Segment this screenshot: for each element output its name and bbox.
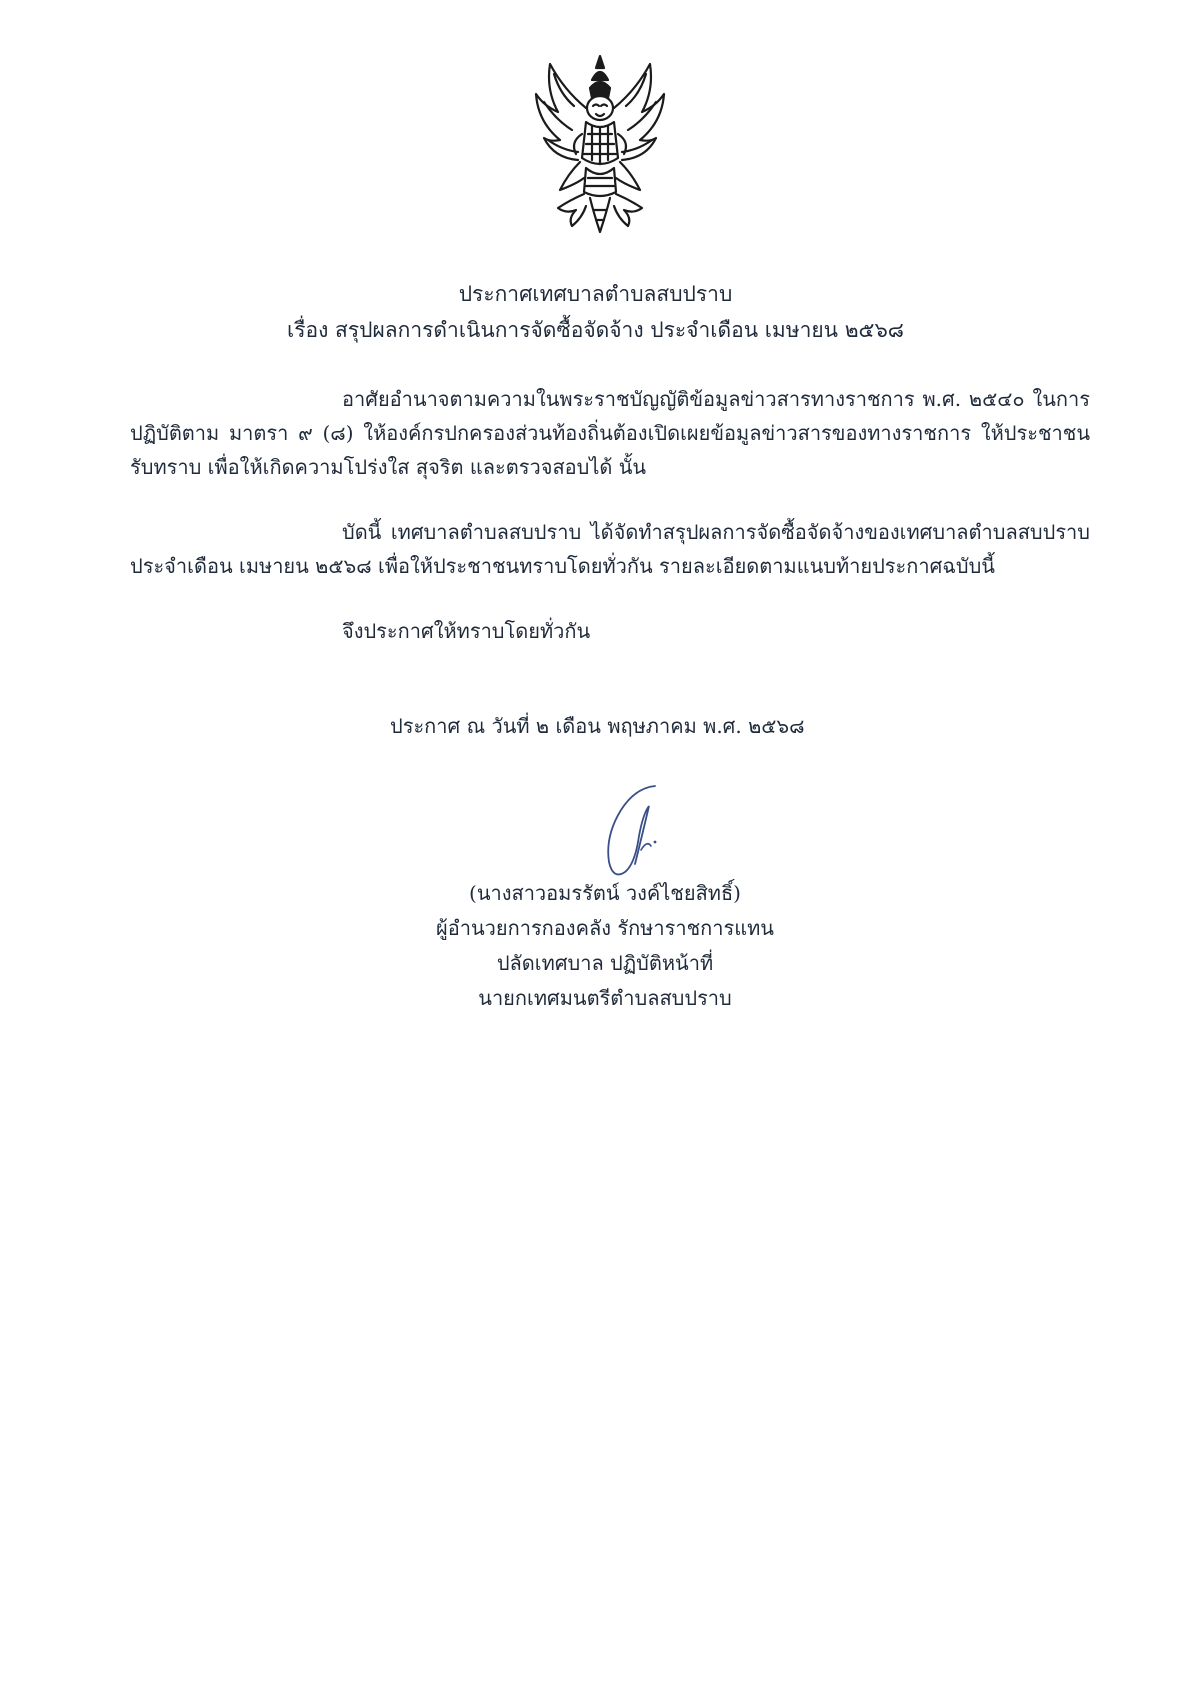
paragraph-line: บัดนี้ เทศบาลตำบลสบปราบ ได้จัดทำสรุปผลการจัดซื้อจัดจ้างของเทศบาลตำบลสบปราบ	[342, 520, 1090, 544]
announcement-date: ประกาศ ณ วันที่ ๒ เดือน พฤษภาคม พ.ศ. ๒๕๖๘	[390, 714, 805, 738]
paragraph-closing	[130, 614, 1090, 648]
paragraph-line: รับทราบ เพื่อให้เกิดความโปร่งใส สุจริต และตรวจสอบได้ นั้น	[130, 455, 647, 479]
signatory-position: ปลัดเทศบาล ปฏิบัติหน้าที่	[496, 951, 714, 975]
paragraph-line: อาศัยอำนาจตามความในพระราชบัญญัติข้อมูลข่าวสารทางราชการ พ.ศ. ๒๕๔๐ ในการ	[342, 387, 1090, 411]
paragraph-summary	[130, 515, 1090, 583]
announcement-title: ประกาศเทศบาลตำบลสบปราบ	[458, 282, 733, 306]
signatory-block	[380, 876, 830, 1016]
signatory-name: (นางสาวอมรรัตน์ วงค์ไชยสิทธิ์)	[469, 881, 741, 905]
signature-mark	[595, 780, 685, 890]
signatory-position: ผู้อำนวยการกองคลัง รักษาราชการแทน	[436, 916, 774, 940]
paragraph-line: ปฏิบัติตาม มาตรา ๙ (๘) ให้องค์กรปกครองส่วนท้องถิ่นต้องเปิดเผยข้อมูลข่าวสารของทางราชการ ให้ประชาชน	[130, 421, 1090, 445]
announcement-subject: เรื่อง สรุปผลการดำเนินการจัดซื้อจัดจ้าง ประจำเดือน เมษายน ๒๕๖๘	[287, 318, 904, 342]
paragraph-line: จึงประกาศให้ทราบโดยทั่วกัน	[342, 619, 591, 643]
paragraph-legal-basis	[130, 382, 1090, 484]
signatory-position: นายกเทศมนตรีตำบลสบปราบ	[478, 986, 732, 1010]
garuda-emblem	[520, 50, 680, 234]
paragraph-line: ประจำเดือน เมษายน ๒๕๖๘ เพื่อให้ประชาชนทราบโดยทั่วกัน รายละเอียดตามแนบท้ายประกาศฉบับนี้	[130, 554, 995, 578]
